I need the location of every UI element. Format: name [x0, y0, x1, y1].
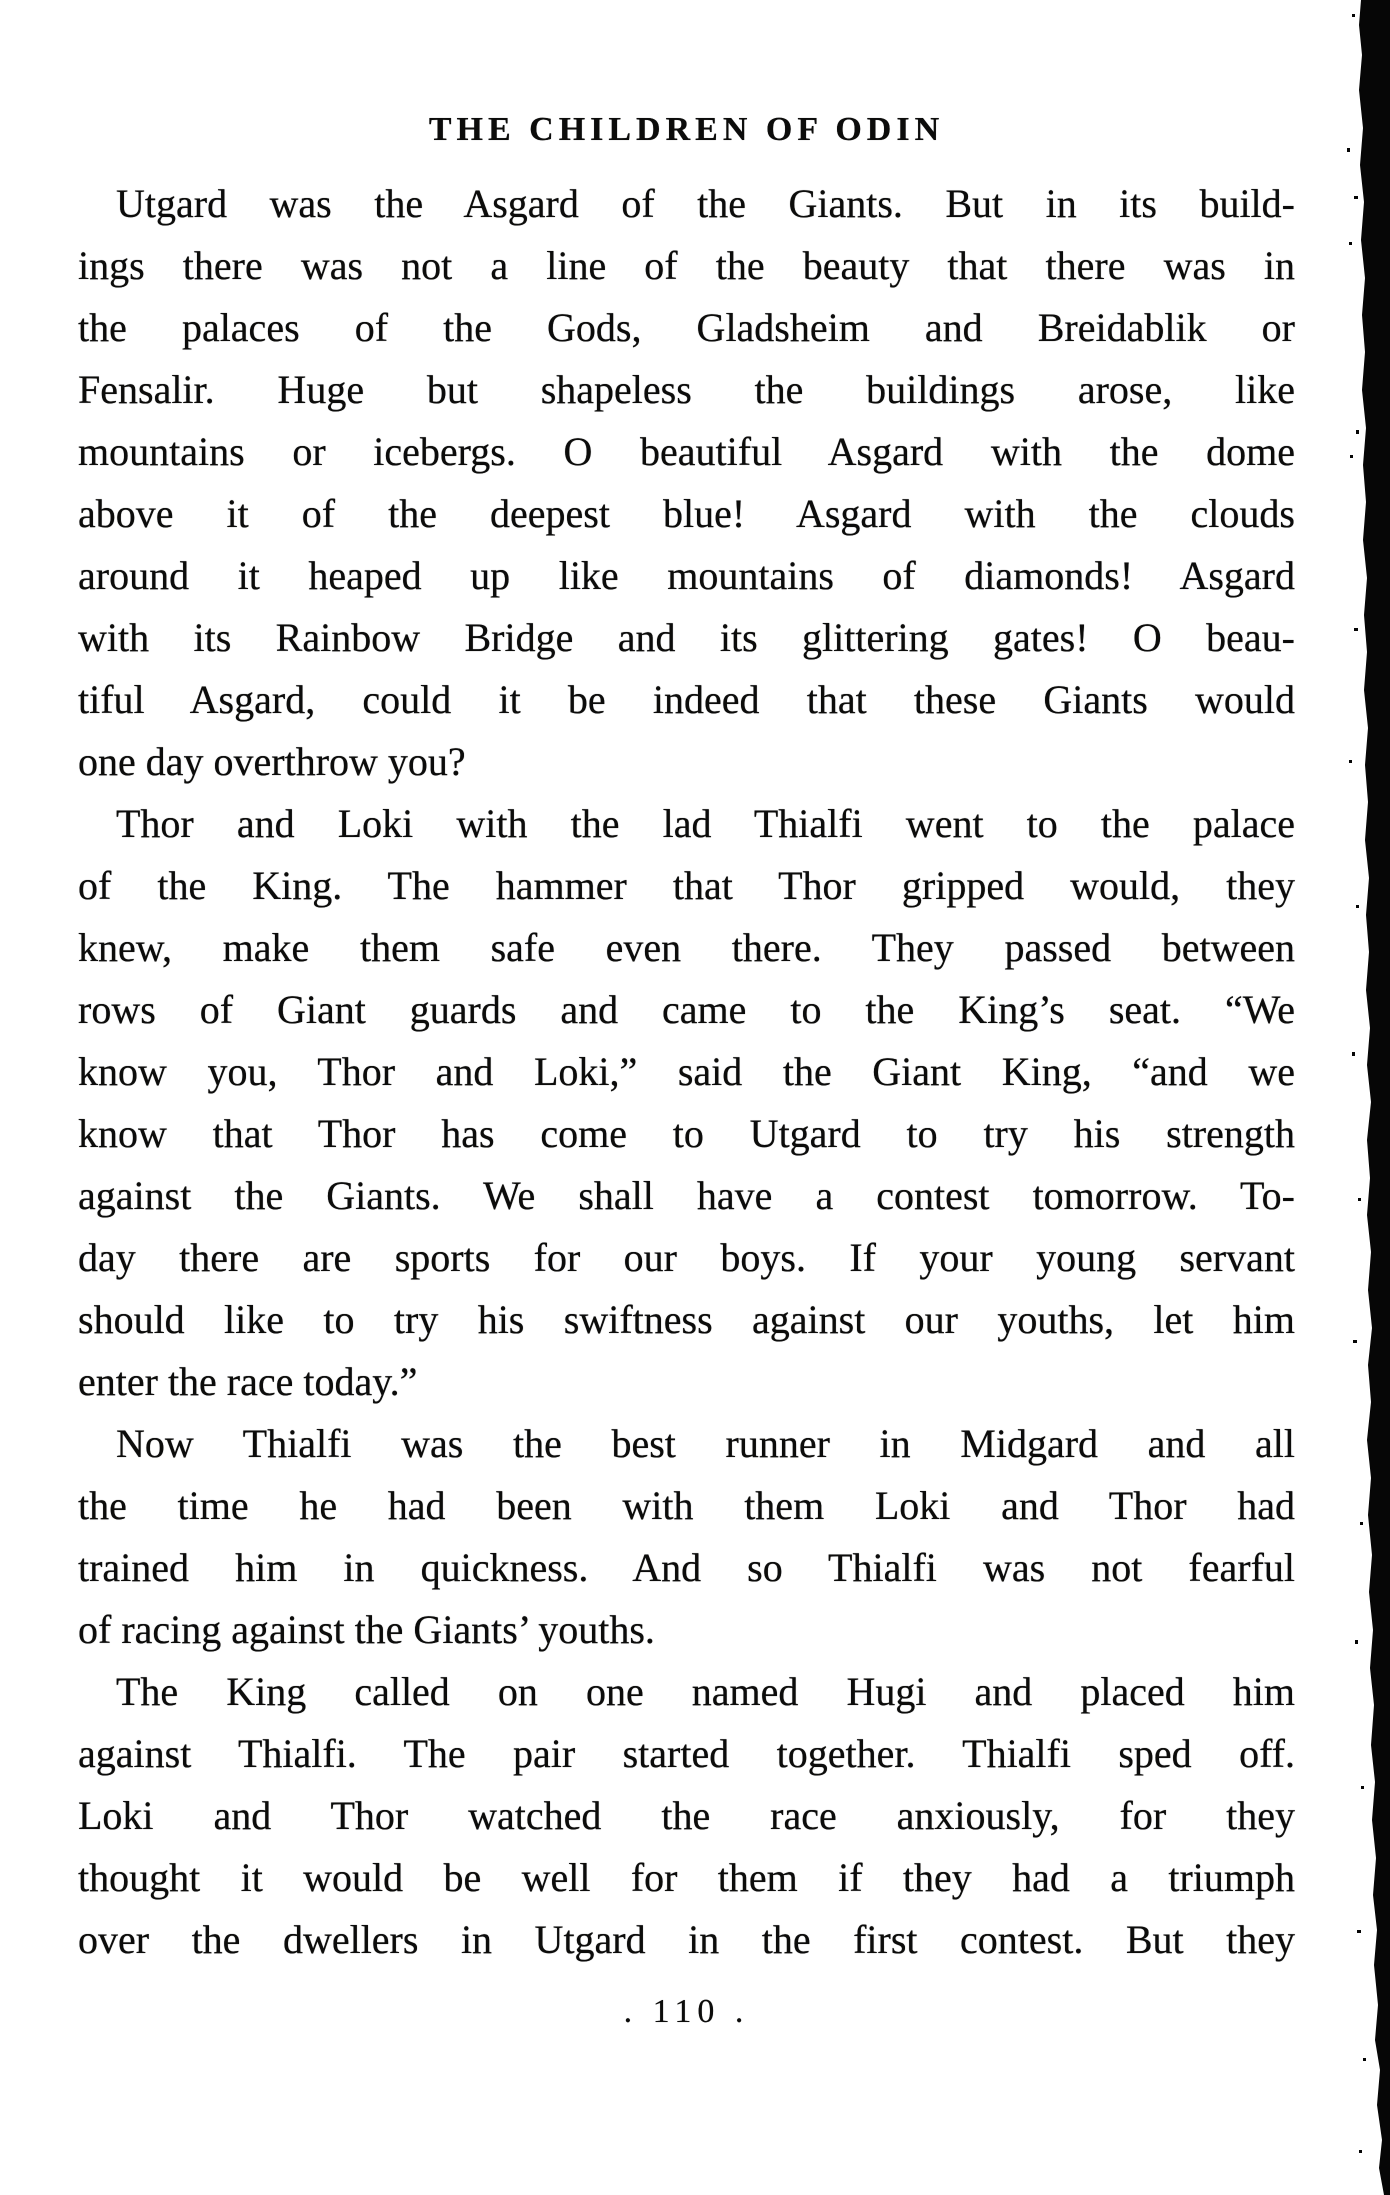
text-line: should like to try his swiftness against our youths, let him [78, 1297, 1295, 1342]
text-block [78, 173, 1295, 1971]
text-line: know you, Thor and Loki,” said the Giant King, “and we [78, 1049, 1295, 1094]
page-number: . 110 . [623, 1993, 750, 2030]
text-line: of the King. The hammer that Thor gripped would, they [78, 863, 1295, 908]
text-line: ings there was not a line of the beauty that there was in [78, 243, 1295, 288]
text-line: Now Thialfi was the best runner in Midgard and all [116, 1421, 1295, 1466]
text-line: of racing against the Giants’ youths. [78, 1607, 655, 1652]
text-line: knew, make them safe even there. They passed between [78, 925, 1295, 970]
text-line: around it heaped up like mountains of diamonds! Asgard [78, 553, 1295, 598]
text-line: tiful Asgard, could it be indeed that these Giants would [78, 677, 1295, 722]
text-line: day there are sports for our boys. If your young servant [78, 1235, 1295, 1280]
text-line: know that Thor has come to Utgard to try his strength [78, 1111, 1295, 1156]
text-line: the time he had been with them Loki and Thor had [78, 1483, 1295, 1528]
scanned-page-edge [1330, 0, 1390, 2195]
text-line: mountains or icebergs. O beautiful Asgard with the dome [78, 429, 1295, 474]
text-line: against the Giants. We shall have a contest tomorrow. To- [78, 1173, 1295, 1218]
text-line: above it of the deepest blue! Asgard with the clouds [78, 491, 1295, 536]
text-line: Fensalir. Huge but shapeless the buildings arose, like [78, 367, 1295, 412]
page-title: THE CHILDREN OF ODIN [428, 111, 945, 148]
text-line: thought it would be well for them if they had a triumph [78, 1855, 1295, 1900]
text-line: Utgard was the Asgard of the Giants. But in its build- [116, 181, 1295, 226]
text-line: Thor and Loki with the lad Thialfi went to the palace [116, 801, 1295, 846]
text-line: enter the race today.” [78, 1359, 418, 1404]
text-line: trained him in quickness. And so Thialfi was not fearful [78, 1545, 1295, 1590]
text-line: rows of Giant guards and came to the King’s seat. “We [78, 987, 1295, 1032]
text-line: The King called on one named Hugi and placed him [116, 1669, 1295, 1714]
text-line: Loki and Thor watched the race anxiously, for they [78, 1793, 1295, 1838]
text-line: over the dwellers in Utgard in the first contest. But they [78, 1917, 1295, 1962]
text-line: against Thialfi. The pair started together. Thialfi sped off. [78, 1731, 1295, 1776]
text-line: with its Rainbow Bridge and its glittering gates! O beau- [78, 615, 1295, 660]
text-line: one day overthrow you? [78, 739, 466, 784]
text-line: the palaces of the Gods, Gladsheim and Breidablik or [78, 305, 1295, 350]
